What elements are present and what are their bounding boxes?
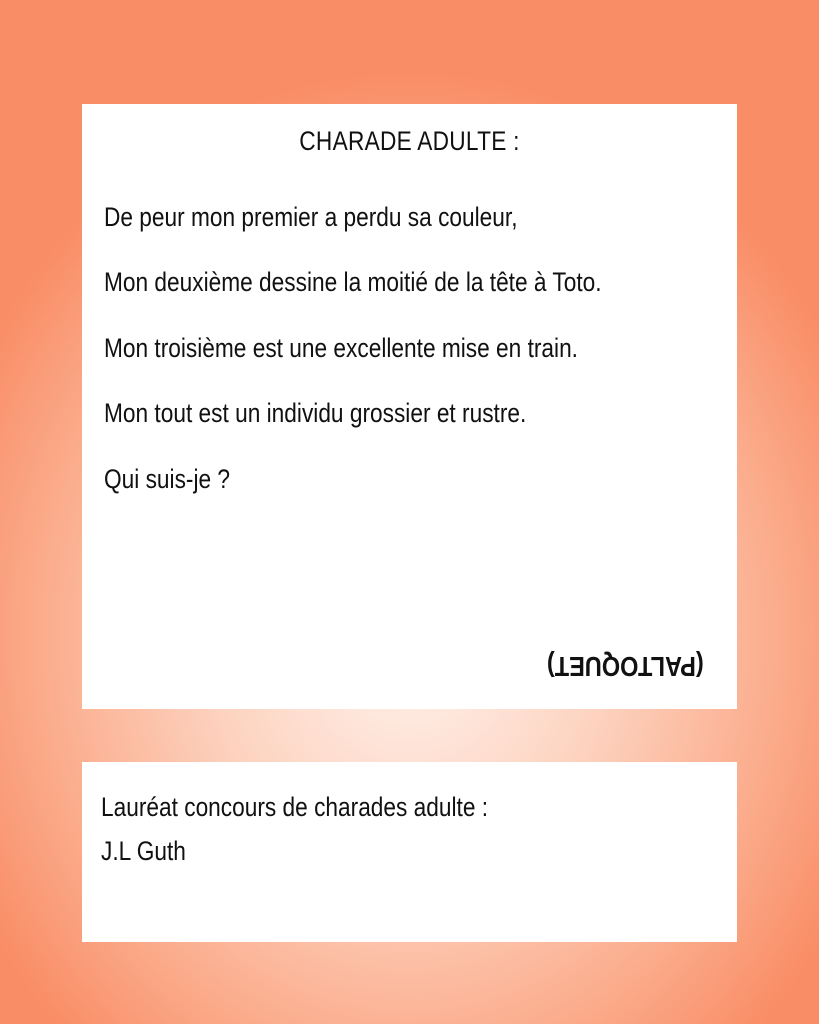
winner-label: Lauréat concours de charades adulte : [101, 792, 489, 822]
riddle-title: CHARADE ADULTE : [299, 126, 520, 156]
riddle-answer-upside-down: (PALTOQUET) [547, 651, 705, 682]
riddle-line-3: Mon troisième est une excellente mise en train. [104, 333, 578, 363]
riddle-question: Qui suis-je ? [104, 464, 231, 494]
riddle-line-1: De peur mon premier a perdu sa couleur, [104, 202, 518, 232]
winner-name: J.L Guth [101, 836, 186, 866]
riddle-line-4: Mon tout est un individu grossier et rustre. [104, 398, 527, 428]
riddle-line-2: Mon deuxième dessine la moitié de la tête à Toto. [104, 267, 602, 297]
